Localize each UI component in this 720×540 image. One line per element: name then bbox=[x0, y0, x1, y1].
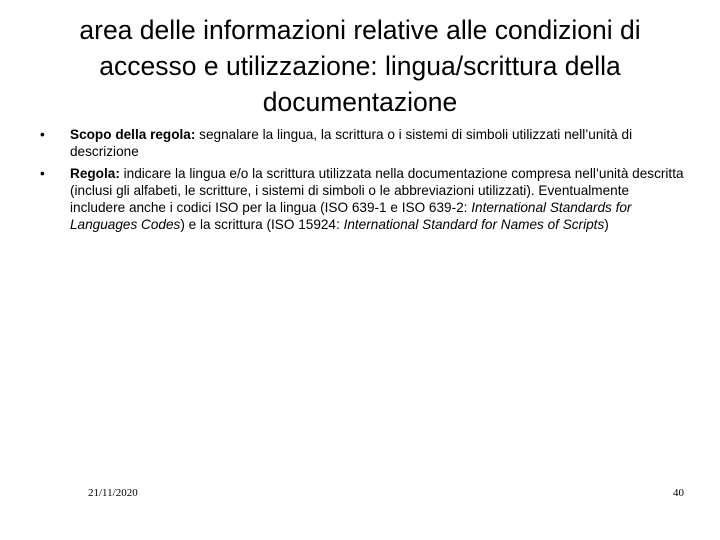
title-line-2: accesso e utilizzazione: lingua/scrittura della bbox=[99, 51, 621, 81]
bullet-scopo bbox=[40, 126, 685, 161]
bullet-text: indicare la lingua e/o la scrittura utilizzata nella documentazione compresa nell’unità descritta (inclusi gli alfabeti, le scritture, i sistemi di simboli o le abbreviazioni utilizzati). Eventualmente includere anche i codici ISO per la lingua (ISO 639-1 e ISO 639-2: bbox=[70, 165, 684, 216]
bullet-icon: • bbox=[40, 165, 45, 181]
slide-title bbox=[20, 12, 700, 120]
bullet-label: Regola: bbox=[70, 165, 120, 181]
title-line-3: documentazione bbox=[262, 87, 458, 117]
title-line-1: area delle informazioni relative alle condizioni di bbox=[79, 15, 641, 45]
bullet-text: segnalare la lingua, la scrittura o i sistemi di simboli utilizzati nell’unità di descrizione bbox=[70, 127, 633, 160]
bullet-list bbox=[40, 126, 685, 238]
bullet-text: ) bbox=[604, 217, 609, 233]
iso-15924-standard-name: International Standard for Names of Scripts bbox=[343, 217, 605, 233]
iso-639-standard-name: International Standards for Languages Codes bbox=[70, 200, 632, 233]
bullet-label: Scopo della regola: bbox=[70, 127, 196, 142]
bullet-text: ) e la scrittura (ISO 15924: bbox=[180, 217, 344, 233]
bullet-icon: • bbox=[40, 127, 45, 142]
bullet-regola bbox=[40, 165, 685, 234]
footer-date: 21/11/2020 bbox=[88, 487, 138, 499]
page-number: 40 bbox=[673, 487, 684, 499]
